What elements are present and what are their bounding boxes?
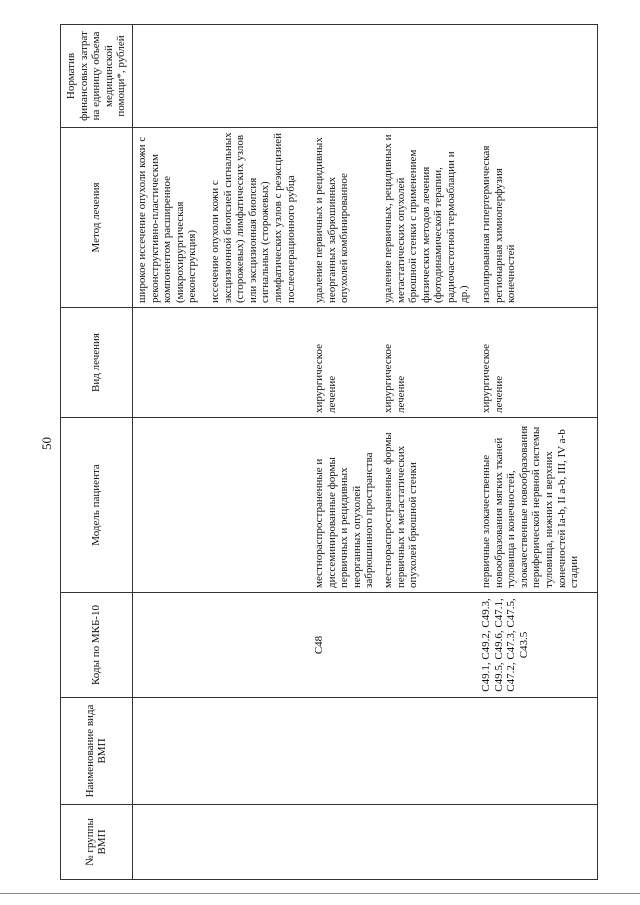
cell-codes: C48 — [310, 593, 379, 698]
cell-norm — [379, 25, 477, 128]
cell-model: местнораспространенные формы первичных и метастатических опухолей брюшной стенки — [379, 418, 477, 593]
cell-treatment: хирургическое лечение — [379, 308, 477, 418]
cell-norm — [310, 25, 379, 128]
method-text: изолированная гипертермическая регионарная химиоперфузия конечностей — [480, 145, 518, 303]
cell-codes — [379, 593, 477, 698]
cell-group — [310, 805, 379, 880]
method-text: удаление первичных и рецидивных неорганных забрюшинных опухолей комбинированное — [313, 137, 351, 303]
page-bottom-rule — [0, 893, 640, 894]
method-text: широкое иссечение опухоли кожи с реконструктивно-пластическим компонентом расширенное (микрохирургическая реконструкция) — [135, 136, 199, 303]
method-text: удаление первичных, рецидивных и метастатических опухолей брюшной стенки с применением физических методов лечения (фотодинамической терапии, радиочастотной термоаблации и др.) — [382, 134, 470, 303]
header-treatment: Вид лечения — [61, 308, 133, 418]
cell-methods — [133, 128, 310, 308]
header-group: № группы ВМП — [61, 805, 133, 880]
rotated-table-container — [60, 25, 628, 880]
header-name: Наименование вида ВМП — [61, 698, 133, 805]
page-number: 50 — [39, 437, 54, 450]
cell-name — [477, 698, 597, 805]
cell-norm — [477, 25, 597, 128]
table-header-row — [61, 25, 133, 880]
cell-name — [379, 698, 477, 805]
header-model: Модель пациента — [61, 418, 133, 593]
cell-treatment — [133, 308, 310, 418]
cell-methods — [379, 128, 477, 308]
cell-group — [379, 805, 477, 880]
table-row — [477, 25, 597, 880]
table-row — [133, 25, 310, 880]
vmp-table — [60, 24, 598, 880]
cell-model: местнораспространенные и диссеминированные формы первичных и рецидивных неорганных опухолей забрюшинного пространства — [310, 418, 379, 593]
cell-model — [133, 418, 310, 593]
cell-name — [133, 698, 310, 805]
cell-group — [133, 805, 310, 880]
cell-norm — [133, 25, 310, 128]
cell-name — [310, 698, 379, 805]
cell-codes: C49.1, C49.2, C49.3, C49.5, C49.6, C47.1, C47.2, C47.3, C47.5, C43.5 — [477, 593, 597, 698]
cell-codes — [133, 593, 310, 698]
cell-methods — [310, 128, 379, 308]
cell-methods — [477, 128, 597, 308]
cell-treatment: хирургическое лечение — [477, 308, 597, 418]
cell-group — [477, 805, 597, 880]
table-row — [379, 25, 477, 880]
table-row — [310, 25, 379, 880]
header-codes: Коды по МКБ-10 — [61, 593, 133, 698]
header-method: Метод лечения — [61, 128, 133, 308]
method-text: иссечение опухоли кожи с эксцизионной биопсией сигнальных (сторожевых) лимфатических узлов или эксцизионная биопсия сигнальных (сторожевых) лимфатических узлов с реэксцизией послеоперационного рубца — [208, 132, 297, 303]
cell-model: первичные злокачественные новообразования мягких тканей туловища и конечностей, злокачественные новообразования периферической нервной системы туловища, нижних и верхних конечностей Ia-b, II a-b, III, IV a-b стадии — [477, 418, 597, 593]
header-norm: Норматив финансовых затрат на единицу объема медицинской помощи*, рублей — [61, 25, 133, 128]
cell-treatment: хирургическое лечение — [310, 308, 379, 418]
